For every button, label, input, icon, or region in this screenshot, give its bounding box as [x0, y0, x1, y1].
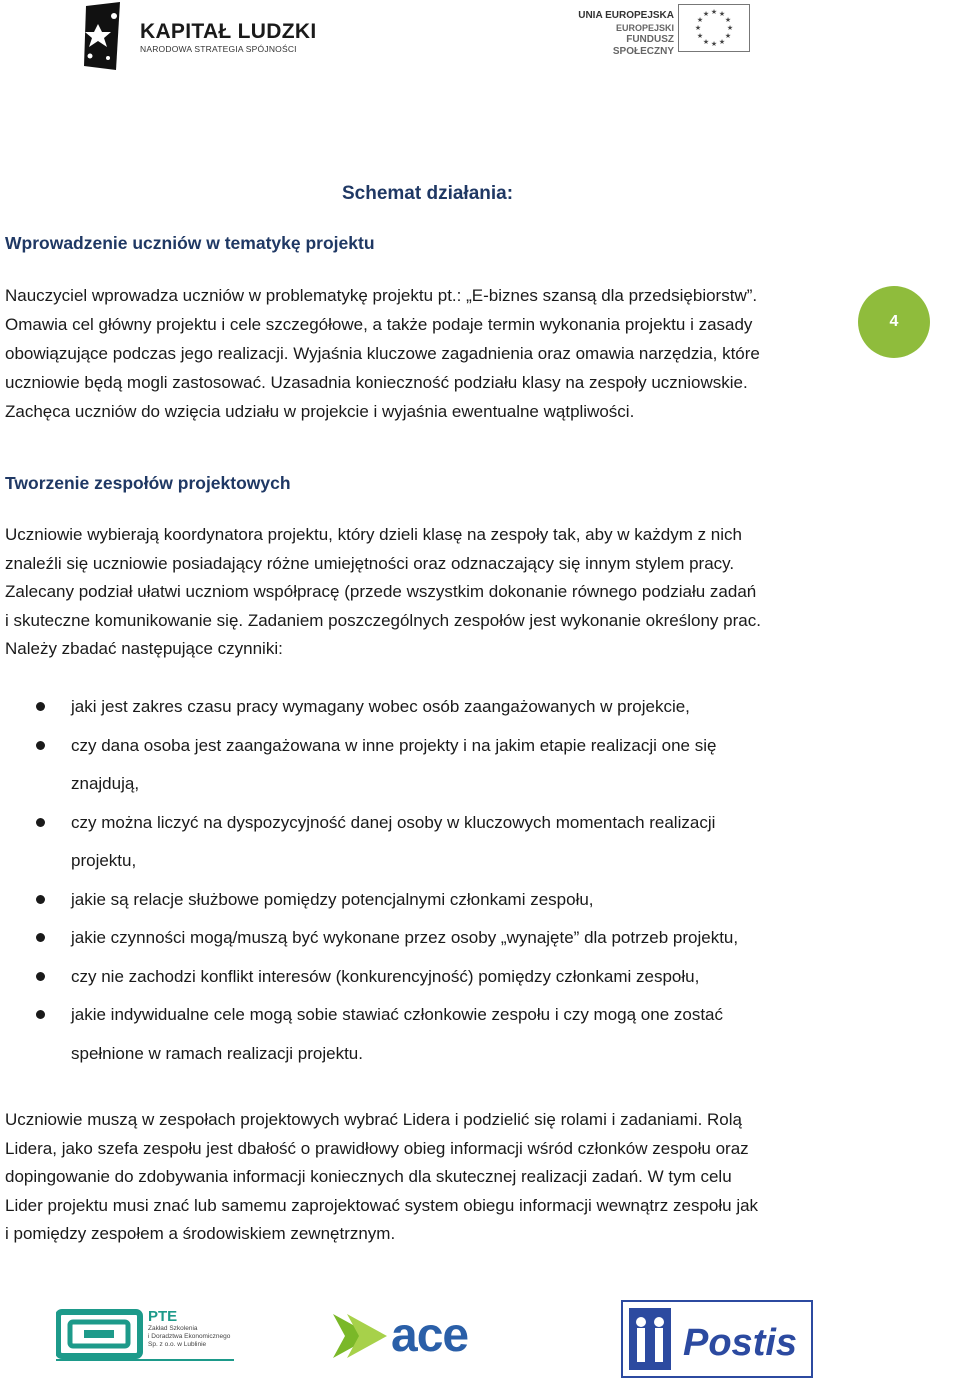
list-item	[0, 996, 860, 1073]
eu-fund-label	[570, 10, 674, 58]
pte-label: PTE	[148, 1308, 178, 1325]
section-leader-paragraph	[5, 1106, 855, 1249]
paragraph-line: Zalecany podział ułatwi uczniom współpracę (przede wszystkim dokonanie równego podziału zadań	[5, 582, 757, 602]
pte-logo	[56, 1308, 236, 1364]
paragraph-line: obowiązujące podczas jego realizacji. Wyjaśnia kluczowe zagadnienia oraz omawia narzędzia, które	[5, 344, 760, 363]
paragraph-line: Zachęca uczniów do wzięcia udziału w projekcie i wyjaśnia ewentualne wątpliwości.	[5, 402, 635, 421]
pte-caption	[148, 1325, 230, 1349]
svg-text:★: ★	[726, 24, 734, 32]
kapital-ludzki-subtitle: NARODOWA STRATEGIA SPÓJNOŚCI	[140, 44, 297, 54]
paragraph-line: i pomiędzy zespołem a środowiskiem zewnętrznym.	[5, 1224, 396, 1244]
ace-logo	[333, 1306, 493, 1366]
page-title: Schemat działania:	[342, 183, 514, 204]
pte-line-2: i Doradztwa Ekonomicznego	[148, 1333, 231, 1340]
paragraph-line: Uczniowie wybierają koordynatora projektu, który dzieli klasę na zespoły tak, aby w każdym z nich	[5, 525, 742, 544]
svg-text:★: ★	[702, 10, 710, 18]
svg-text:★: ★	[702, 38, 710, 46]
pte-line-1: Zakład Szkolenia	[148, 1325, 198, 1332]
list-item	[0, 727, 860, 804]
list-item-text: jakie są relacje służbowe pomiędzy potencjalnymi członkami zespołu,	[71, 889, 594, 909]
svg-text:★: ★	[718, 38, 726, 46]
paragraph-line: Omawia cel główny projektu i cele szczegółowe, a także podaje termin wykonania projektu i zasady	[5, 315, 753, 334]
list-item-text: czy można liczyć na dyspozycyjność danej osoby w kluczowych momentach realizacji	[71, 812, 716, 832]
eu-line-1: UNIA EUROPEJSKA	[578, 10, 674, 21]
list-item-text: czy nie zachodzi konflikt interesów (konkurencyjność) pomiędzy członkami zespołu,	[71, 966, 700, 986]
list-item	[0, 804, 860, 881]
pte-line-3: Sp. z o.o. w Lublinie	[148, 1341, 207, 1348]
paragraph-line: uczniowie będą mogli zastosować. Uzasadnia konieczność podziału klasy na zespoły uczniowskie.	[5, 373, 748, 392]
section-intro-paragraph	[5, 281, 855, 426]
list-item	[0, 881, 860, 920]
list-item	[0, 919, 860, 958]
page-number-badge: 4	[858, 286, 930, 358]
svg-text:★: ★	[710, 8, 718, 16]
postis-label: Postis	[683, 1322, 798, 1364]
list-item-text: spełnione w ramach realizacji projektu.	[71, 1043, 363, 1063]
list-item	[0, 688, 860, 727]
paragraph-line: Lidera, jako szefa zespołu jest dbałość o prawidłowy obieg informacji wśród członków zespołu oraz	[5, 1138, 749, 1158]
paragraph-line: Należy zbadać następujące czynniki:	[5, 639, 283, 659]
svg-text:★: ★	[724, 16, 732, 24]
svg-text:★: ★	[696, 32, 704, 40]
kapital-ludzki-title: KAPITAŁ LUDZKI	[140, 20, 317, 43]
eu-line-3: FUNDUSZ SPOŁECZNY	[612, 34, 674, 57]
ace-label: ace	[391, 1309, 469, 1362]
list-item-text: jakie czynności mogą/muszą być wykonane przez osoby „wynajęte” dla potrzeb projektu,	[71, 928, 739, 947]
eu-flag-icon	[678, 4, 750, 52]
list-item-text: projektu,	[71, 851, 137, 870]
svg-text:★: ★	[710, 40, 718, 48]
paragraph-line: Uczniowie muszą w zespołach projektowych wybrać Lidera i podzielić się rolami i zadaniami. Rolą	[5, 1110, 742, 1129]
paragraph-line: Nauczyciel wprowadza uczniów w problematykę projektu pt.: „E-biznes szansą dla przedsiębiorstw”.	[5, 286, 758, 305]
list-item-text: jakie indywidualne cele mogą sobie stawiać członkowie zespołu i czy mogą one zostać	[71, 1005, 724, 1024]
list-item	[0, 958, 860, 997]
paragraph-line: dopingowanie do zdobywania informacji koniecznych dla skutecznej realizacji zadań. W tym celu	[5, 1167, 732, 1187]
paragraph-line: Lider projektu musi znać lub samemu zaprojektować system obiegu informacji wewnątrz zespołu jak	[5, 1195, 759, 1215]
list-item-text: czy dana osoba jest zaangażowana w inne projekty i na jakim etapie realizacji one się	[71, 735, 717, 755]
svg-text:★: ★	[694, 24, 702, 32]
postis-logo	[621, 1300, 813, 1378]
kapital-ludzki-emblem-icon	[78, 2, 138, 72]
list-item-text: znajdują,	[71, 774, 140, 793]
section-heading-intro: Wprowadzenie uczniów w tematykę projektu	[5, 233, 375, 253]
svg-text:★: ★	[724, 32, 732, 40]
factors-list	[0, 688, 860, 1073]
paragraph-line: znaleźli się uczniowie posiadający różne umiejętności oraz odznaczający się innym stylem pracy.	[5, 553, 735, 573]
section-heading-teams: Tworzenie zespołów projektowych	[5, 473, 291, 493]
eu-line-2: EUROPEJSKI	[615, 23, 674, 33]
svg-text:★: ★	[696, 16, 704, 24]
paragraph-line: i skuteczne komunikowanie się. Zadaniem poszczególnych zespołów jest wykonanie określony prac.	[5, 610, 761, 630]
list-item-text: jaki jest zakres czasu pracy wymagany wobec osób zaangażowanych w projekcie,	[71, 697, 690, 716]
svg-text:★: ★	[718, 10, 726, 18]
section-teams-paragraph	[5, 521, 855, 664]
